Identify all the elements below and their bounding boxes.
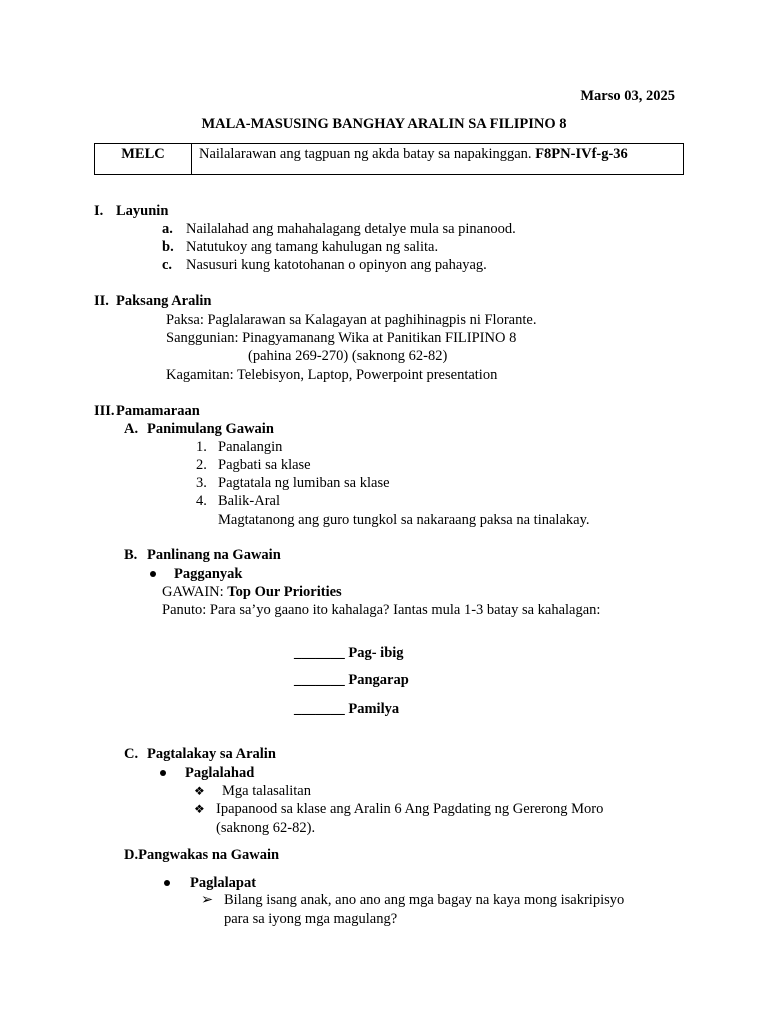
gawain-prefix: GAWAIN:: [162, 584, 224, 600]
ranking-blank[interactable]: _______: [294, 645, 345, 661]
activity-3-marker: 3.: [196, 475, 207, 491]
ipapanood-continuation: (saknong 62-82).: [216, 820, 316, 836]
section-ii-heading: Paksang Aralin: [116, 293, 212, 309]
objective-c-text: Nasusuri kung katotohanan o opinyon ang pahayag.: [186, 257, 487, 273]
section-i-numeral: I.: [94, 203, 104, 219]
ranking-row-1: [294, 644, 404, 662]
pahina-line: (pahina 269-270) (saknong 62-82): [248, 348, 448, 364]
melc-competency: Nailalarawan ang tagpuan ng akda batay sa napakinggan.: [199, 146, 532, 162]
subsection-a-marker: A.: [124, 421, 139, 437]
ranking-row-3: [294, 700, 399, 718]
objective-b-text: Natutukoy ang tamang kahulugan ng salita.: [186, 239, 439, 255]
subsection-b-marker: B.: [124, 547, 138, 563]
gawain-line: [162, 583, 342, 601]
paksa-line: Paksa: Paglalarawan sa Kalagayan at paghihinagpis ni Florante.: [166, 312, 537, 328]
melc-label: MELC: [95, 144, 192, 174]
section-i-heading: Layunin: [116, 203, 169, 219]
ranking-blank[interactable]: _______: [294, 672, 345, 688]
section-ii-numeral: II.: [94, 293, 109, 309]
gawain-title: Top Our Priorities: [227, 584, 342, 600]
melc-code: F8PN-IVf-g-36: [535, 146, 628, 162]
ranking-row-2: [294, 671, 409, 689]
objective-a-marker: a.: [162, 221, 173, 237]
activity-2-marker: 2.: [196, 457, 207, 473]
paglalapat-label: Paglalapat: [190, 875, 257, 891]
activity-4-marker: 4.: [196, 493, 207, 509]
activity-3-text: Pagtatala ng lumiban sa klase: [218, 475, 390, 491]
melc-table: [94, 143, 684, 175]
subsection-c-heading: Pagtalakay sa Aralin: [147, 746, 276, 762]
panuto-line: Panuto: Para sa’yo gaano ito kahalaga? Iantas mula 1-3 batay sa kahalagan:: [162, 602, 601, 618]
document-title: MALA-MASUSING BANGHAY ARALIN SA FILIPINO 8: [201, 116, 567, 132]
section-iii-numeral: III.: [94, 403, 115, 419]
objective-b-marker: b.: [162, 239, 174, 255]
paglalahad-label: Paglalahad: [185, 765, 255, 781]
balik-aral-note: Magtatanong ang guro tungkol sa nakaraang paksa na tinalakay.: [218, 512, 590, 528]
bullet-icon: [160, 764, 166, 782]
arrow-bullet-icon: ➢: [201, 892, 214, 908]
ranking-label: Pangarap: [348, 672, 409, 688]
section-iii-heading: Pamamaraan: [116, 403, 200, 419]
activity-1-marker: 1.: [196, 439, 207, 455]
activity-4-text: Balik-Aral: [218, 493, 281, 509]
pagganyak-label: Pagganyak: [174, 566, 243, 582]
bullet-icon: [150, 565, 156, 583]
ranking-label: Pag- ibig: [348, 645, 404, 661]
lesson-date: Marso 03, 2025: [580, 88, 675, 104]
paglalapat-question-line2: para sa iyong mga magulang?: [224, 911, 398, 927]
ipapanood-item: Ipapanood sa klase ang Aralin 6 Ang Pagdating ng Gererong Moro: [216, 801, 604, 817]
paglalapat-question-line1: Bilang isang anak, ano ano ang mga bagay na kaya mong isakripisyo: [224, 892, 625, 908]
subsection-a-heading: Panimulang Gawain: [147, 421, 274, 437]
subsection-b-heading: Panlinang na Gawain: [147, 547, 281, 563]
objective-a-text: Nailalahad ang mahahalagang detalye mula sa pinanood.: [186, 221, 516, 237]
objective-c-marker: c.: [162, 257, 173, 273]
subsection-d-heading: D.Pangwakas na Gawain: [124, 847, 280, 863]
diamond-bullet-icon: ❖: [194, 784, 205, 798]
subsection-c-marker: C.: [124, 746, 139, 762]
bullet-icon: [164, 874, 170, 892]
ranking-blank[interactable]: _______: [294, 701, 345, 717]
talasalitan-item: Mga talasalitan: [222, 783, 311, 799]
activity-2-text: Pagbati sa klase: [218, 457, 311, 473]
ranking-label: Pamilya: [348, 701, 400, 717]
diamond-bullet-icon: ❖: [194, 802, 205, 816]
melc-text-cell: [192, 144, 683, 174]
activity-1-text: Panalangin: [218, 439, 283, 455]
kagamitan-line: Kagamitan: Telebisyon, Laptop, Powerpoint presentation: [166, 367, 498, 383]
sanggunian-line: Sanggunian: Pinagyamanang Wika at Panitikan FILIPINO 8: [166, 330, 517, 346]
